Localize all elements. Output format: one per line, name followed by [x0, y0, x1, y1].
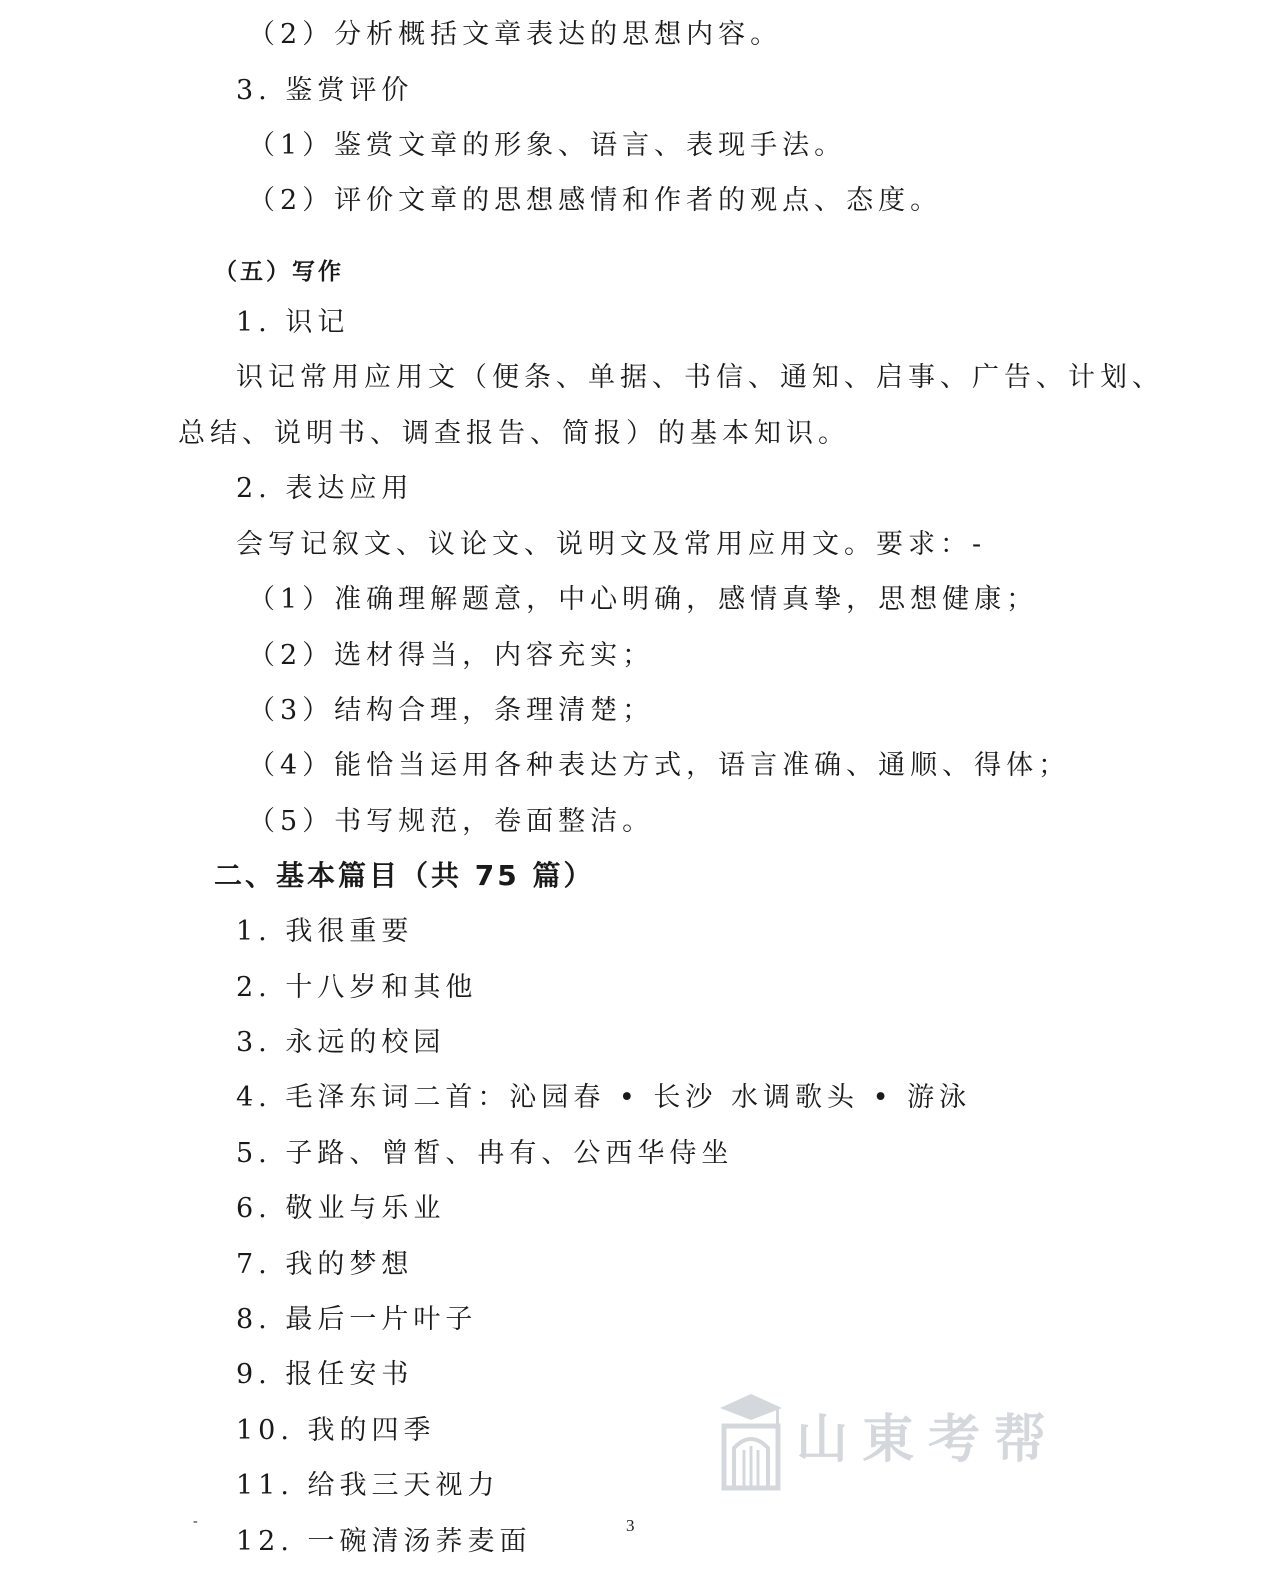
list-item: 7. 我的梦想	[236, 1249, 414, 1280]
list-item: 2. 十八岁和其他	[236, 972, 478, 1003]
requirement-item: （4）能恰当运用各种表达方式，语言准确、通顺、得体；	[248, 750, 1071, 781]
requirement-item: （3）结构合理，条理清楚；	[248, 695, 655, 726]
list-item: 9. 报任安书	[236, 1359, 414, 1390]
list-item: 4. 毛泽东词二首：沁园春 • 长沙 水调歌头 • 游泳	[236, 1082, 972, 1113]
paragraph-line: 总结、说明书、调查报告、简报）的基本知识。	[178, 418, 850, 449]
list-item: 1. 我很重要	[236, 916, 414, 947]
requirement-item: （2）选材得当，内容充实；	[248, 640, 655, 671]
watermark	[716, 1388, 1061, 1498]
list-item: 6. 敬业与乐业	[236, 1193, 446, 1224]
graduation-cap-gate-icon	[716, 1390, 786, 1494]
text-line: （2）评价文章的思想感情和作者的观点、态度。	[248, 185, 943, 216]
list-item: 3. 永远的校园	[236, 1027, 446, 1058]
paragraph-line: 识记常用应用文（便条、单据、书信、通知、启事、广告、计划、	[236, 362, 1164, 393]
text-line: （2）分析概括文章表达的思想内容。	[248, 19, 783, 50]
footer-dash: -	[193, 1514, 198, 1529]
subsection-title: 3. 鉴赏评价	[236, 75, 414, 106]
requirement-item: （5）书写规范，卷面整洁。	[248, 806, 655, 837]
list-item: 10. 我的四季	[236, 1415, 436, 1446]
list-item: 8. 最后一片叶子	[236, 1304, 478, 1335]
section-heading: 二、基本篇目（共 75 篇）	[214, 859, 595, 892]
list-item: 12. 一碗清汤荞麦面	[236, 1526, 532, 1557]
list-item: 5. 子路、曾皙、冉有、公西华侍坐	[236, 1138, 734, 1169]
paragraph-line: 会写记叙文、议论文、说明文及常用应用文。要求：-	[236, 529, 987, 560]
watermark-logo-text: 山東考帮	[796, 1409, 1061, 1470]
subsection-title: 1. 识记	[236, 307, 350, 338]
page-number: 3	[626, 1516, 635, 1535]
subsection-title: 2. 表达应用	[236, 473, 414, 504]
list-item: 11. 给我三天视力	[236, 1470, 500, 1501]
requirement-item: （1）准确理解题意，中心明确，感情真挚，思想健康；	[248, 584, 1039, 615]
text-line: （1）鉴赏文章的形象、语言、表现手法。	[248, 130, 847, 161]
section-subheading: （五）写作	[214, 259, 344, 285]
